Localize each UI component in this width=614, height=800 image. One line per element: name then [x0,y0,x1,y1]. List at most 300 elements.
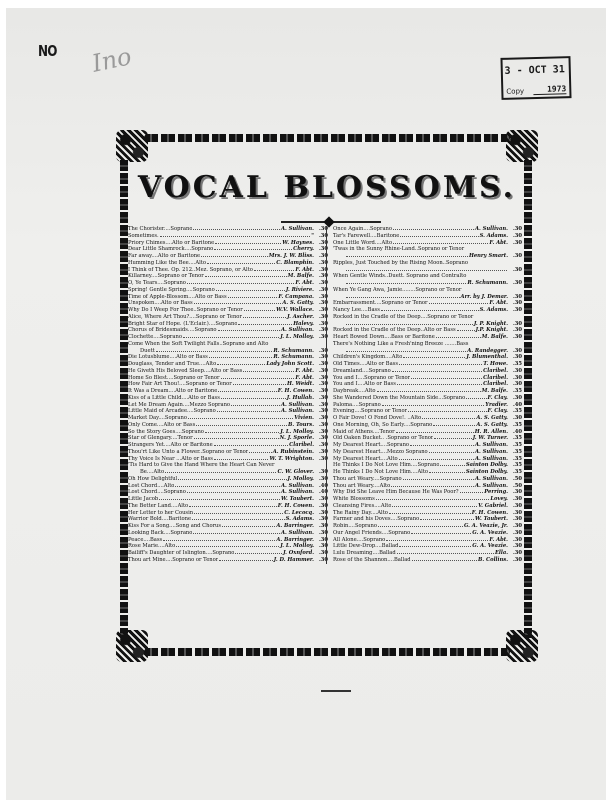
song-title: Maid of Athens....Tenor [333,428,395,435]
song-price: .30 [318,415,328,421]
song-price: .30 [512,502,522,509]
dot-leader [440,462,464,466]
song-title: She Wandered Down the Mountain Side...Soprano [333,394,466,401]
song-composer: W. Taubert. [475,516,508,523]
dot-leader [393,240,488,244]
song-title: Strangers Yet....Alto or Baritone [128,442,213,448]
song-title: Bright Star of Hope. (L'Eclair.)....Soprano [128,320,238,327]
song-entry [333,307,522,314]
song-price: .30 [512,239,522,246]
song-composer: A. Sullivan. [474,475,508,482]
song-title: O, Ye Tears....Soprano [128,280,186,286]
song-composer: J. L. Molloy. [280,334,314,340]
dot-leader [399,361,482,365]
song-column-left [128,226,328,564]
song-entry [333,557,522,564]
song-entry [333,375,522,382]
dot-leader [214,456,269,460]
dot-leader [382,402,484,406]
song-entry [128,429,328,436]
song-price: .30 [512,226,522,232]
song-composer: G. A. Veazie. [472,529,508,536]
song-price: .30 [318,334,328,340]
dot-leader [429,300,489,304]
song-price: .30 [318,239,328,246]
song-composer: Henry Smart. [468,253,508,259]
song-composer: B. Tours. [288,421,314,428]
song-price: .30 [512,523,522,529]
song-composer: J. L. Molloy. [280,428,314,435]
song-price: .30 [512,347,522,354]
song-composer: A. S. Gatty. [476,415,508,421]
song-composer: F. H. Cowen. [277,388,314,394]
dot-leader [194,300,282,304]
song-price: .30 [512,327,522,334]
song-price: .30 [318,307,328,313]
song-composer: F. H. Cowen. [277,502,314,509]
song-composer: G. A. Veazie. [472,543,508,550]
song-title: Dreamland....Soprano [333,367,391,374]
song-composer: W. Haynes. [282,239,314,246]
song-title: Bailiff's Daughter of Islington....Soprano [128,550,235,556]
song-price: .30 [318,442,328,448]
song-composer: Yradier. [485,401,508,408]
song-entry [333,483,522,490]
dot-leader [176,543,279,547]
dot-leader [397,550,494,554]
song-title: Once Again....Soprano [333,226,393,232]
song-composer: C. W. Glover. [277,469,314,475]
song-composer: C. Lecocq. [284,509,314,516]
song-composer: Perring. [484,489,508,496]
song-entry [333,273,522,280]
song-price: .30 [318,543,328,550]
song-entry [333,550,522,557]
song-entry [333,489,522,496]
song-price: .50 [512,475,522,482]
song-entry [333,260,522,267]
dot-leader [391,483,474,487]
song-entry [333,334,522,341]
song-price: .30 [318,280,328,286]
song-price: .30 [318,347,328,354]
song-price: .30 [512,300,522,307]
song-composer: A. Barringer. [276,536,314,543]
ornament-corner-icon [116,630,148,662]
dot-leader [231,402,280,406]
song-title: The Chorister....Soprano [128,226,193,232]
song-column-right [326,226,522,564]
song-title: One Little Word....Alto [333,239,393,246]
song-entry [333,354,522,361]
catalog-number-label: NO [38,42,57,60]
ornament-border-top [144,134,510,142]
song-title: O Fair Dove! O Fond Dove!. ..Alto [333,415,422,421]
dot-leader [433,422,475,426]
song-price: .35 [512,469,522,475]
song-title: Humming Like the Bee....Alto [128,259,206,266]
song-price: .30 [512,253,522,259]
song-entry [128,462,328,469]
song-price: .30 [318,421,328,428]
song-composer: Sainton Dolby. [465,462,508,469]
stamp-copy-number: 1973 [533,84,567,95]
song-title: Nancy Lee....Bass [333,307,380,313]
dot-leader [221,395,286,399]
song-price: .30 [318,388,328,394]
song-composer: V. Gabriel. [478,502,508,509]
song-title: It Was a Dream....Alto or Baritone [128,388,218,394]
song-entry [128,267,328,274]
song-title: Daybreak....Alto [333,388,376,394]
song-entry [128,550,328,557]
song-entry [128,246,328,253]
song-entry [333,456,522,463]
song-price: .30 [318,232,328,239]
song-composer: Claribel. [483,367,508,374]
song-entry [333,361,522,368]
song-title: Our Angel Friends....Soprano [333,529,411,536]
dot-leader [393,226,474,230]
song-title: Kiss For a Song....Song and Chorus [128,523,222,529]
song-composer: Halevy. [293,320,314,327]
song-price: .30 [318,428,328,435]
song-composer: F. Clay. [487,408,508,415]
song-title: Rocked in the Cradle of the Deep..Alto or Bass [333,327,456,334]
song-price: .30 [318,313,328,320]
song-title: Spring! Gentle Spring....Soprano [128,286,215,293]
song-title: Be....Alto [140,469,165,475]
song-price: .50 [512,482,522,489]
dot-leader [216,287,285,291]
dot-leader [238,321,292,325]
song-entry [333,253,522,260]
song-price: .30 [512,543,522,550]
song-entry [128,537,328,544]
dot-leader [156,348,273,352]
song-entry [333,537,522,544]
song-entry [128,516,328,523]
song-composer: R. Schumann. [273,354,314,361]
dot-leader [218,327,280,331]
song-entry [333,442,522,449]
song-entry [128,503,328,510]
song-entry [333,516,522,523]
song-entry [128,287,328,294]
song-price: .35 [512,388,522,394]
song-entry [333,240,522,247]
song-entry [128,442,328,449]
song-entry [128,530,328,537]
song-entry [333,348,522,355]
song-price: .40 [318,482,328,489]
dot-leader [214,246,292,250]
song-entry [128,557,328,564]
song-entry [128,476,328,483]
song-price: .30 [512,307,522,313]
dot-leader [207,260,275,264]
song-price: .30 [318,516,328,523]
dot-leader [160,233,311,237]
song-title: He Thinks I Do Not Love Him....Alto [333,469,429,475]
song-title: Unspoken....Alto or Bass [128,300,193,307]
song-composer: J. Molloy. [287,475,314,482]
song-entry [128,294,328,301]
song-price: .30 [318,300,328,307]
song-title: Thou art Weary....Soprano [333,475,402,482]
song-entry [333,469,522,476]
dot-leader [205,429,279,433]
dot-leader [399,543,471,547]
song-title: Star of Glengary....Tenor [128,435,193,442]
dot-leader [346,294,460,298]
song-entry [128,449,328,456]
dot-leader [163,537,275,541]
song-title: Farmer and his Doves....Soprano [333,516,420,523]
song-title: Rose of the Shannon....Ballad [333,556,411,563]
song-composer: Lady John Scott. [266,361,314,367]
song-entry [128,523,328,530]
dot-leader [460,489,484,493]
dot-leader [194,510,283,514]
song-price: .30 [318,401,328,408]
song-price: .30 [512,381,522,388]
dot-leader [249,449,271,453]
dot-leader [408,408,486,412]
song-title: Duett [140,347,155,354]
song-title: Alice, Where Art Thou?....Soprano or Tenor [128,313,242,320]
song-title: Lost Chord....Soprano [128,489,186,496]
dot-leader [205,273,287,277]
song-title: Clochette....Soprano [128,334,182,340]
song-composer: " [311,232,314,239]
song-composer: F. Clay. [487,394,508,401]
song-price: .30 [512,374,522,381]
dot-leader [396,429,474,433]
song-composer: J. Riviere. [285,286,314,293]
song-price: .30 [318,327,328,334]
song-composer: Mrs. J. W. Bliss. [268,253,314,259]
song-entry [128,388,328,395]
song-price: .30 [318,550,328,556]
song-title: Warrior Bold....Baritone [128,516,192,523]
song-composer: A. Sullivan. [474,442,508,448]
song-entry [333,267,522,274]
dot-leader [217,408,280,412]
song-price: .40 [318,489,328,496]
song-entry [333,327,522,334]
song-title: Cleansing Fires....Alto [333,502,392,509]
song-title: 'Tis Hard to Give the Hand Where the Heart Can Never [128,462,275,469]
song-price: .30 [318,286,328,293]
dot-leader [214,442,288,446]
dot-leader [403,476,474,480]
song-entry [128,381,328,388]
song-price: .30 [318,394,328,401]
song-title: Evening....Soprano or Tenor [333,408,408,415]
song-price: .30 [318,523,328,529]
song-title: The Better Land....Alto [128,502,189,509]
song-title: Time of Apple-Blossom....Alto or Bass [128,293,227,300]
song-price: .30 [318,266,328,273]
song-composer: Claribel. [483,381,508,388]
song-price: .30 [512,556,522,563]
song-price: .30 [318,361,328,367]
song-composer: A. Sullivan. [280,226,314,232]
song-composer: Cherry. [293,246,314,253]
song-price: .30 [318,367,328,374]
dot-leader [243,368,294,372]
dot-leader [201,253,268,257]
dot-leader [436,334,481,338]
title-text: VOCAL BLOSSOMS. [137,170,517,205]
song-composer: Lovey. [490,496,508,502]
song-entry [128,435,328,442]
song-composer: R. Schumann. [273,347,314,354]
ornamental-frame [116,130,538,668]
song-entry [333,381,522,388]
dot-leader [386,537,488,541]
dot-leader [187,280,294,284]
song-composer: A. Sullivan. [280,408,314,415]
song-price: .30 [318,381,328,388]
song-entry [128,307,328,314]
song-entry [128,375,328,382]
song-price: .30 [318,509,328,516]
song-title: Thou art Mine....Soprano or Tenor [128,556,219,563]
dot-leader [194,435,279,439]
song-title: Dear Little Shamrock....Soprano [128,246,214,253]
song-price: .30 [318,354,328,361]
page-title [116,170,538,205]
song-price: .30 [512,496,522,502]
song-price: .30 [512,415,522,421]
song-entry [333,300,522,307]
song-entry [333,246,522,253]
ornament-corner-icon [116,130,148,162]
song-composer: A. S. Gatty. [282,300,314,307]
song-price: .30 [318,536,328,543]
song-title: Paloma....Soprano [333,401,381,408]
song-entry [128,543,328,550]
dot-leader [235,550,282,554]
song-price: .30 [318,469,328,475]
dot-leader [420,516,474,520]
ornament-border-left [120,160,128,638]
song-composer: M. Balfe. [287,273,314,280]
dot-leader [188,415,293,419]
dot-leader [429,469,465,473]
song-list [128,226,528,564]
song-composer: Ella. [494,550,508,556]
song-entry [333,280,522,287]
song-composer: A. Sullivan. [280,529,314,536]
song-entry [333,415,522,422]
song-title: So the Story Goes....Soprano [128,428,204,435]
song-title: Heart Bowed Down....Bass or Baritone [333,334,435,340]
song-entry [333,496,522,503]
song-entry [128,348,328,355]
song-composer: Claribel. [289,442,314,448]
song-title: Ripples, Just Touched by the Rising Moon..Soprano [333,259,468,266]
song-entry [128,280,328,287]
song-title: Rocked in the Cradle of the Deep....Soprano or Tenor [333,313,474,320]
song-entry [333,395,522,402]
dot-leader [346,280,466,284]
song-composer: W. T. Wrighton. [269,455,314,462]
song-title: Home So Blest....Soprano or Tenor [128,374,220,381]
song-entry [333,388,522,395]
dot-leader [159,496,280,500]
song-composer: A. Sullivan. [474,482,508,489]
dot-leader [228,294,278,298]
song-composer: F. Abt. [489,536,508,543]
song-price: .30 [512,550,522,556]
song-composer: S. Adams. [479,232,508,239]
song-title: Children's Kingdom....Alto [333,354,403,361]
song-title: My Dearest Heart....Soprano [333,442,410,448]
dot-leader [221,375,295,379]
song-composer: A. Sullivan. [280,327,314,334]
song-title: Why Did She Leave Him Because He Was Poor? [333,489,459,496]
song-title: Douglass, Tender and True....Alto [128,361,217,367]
song-composer: J. Hullah. [286,394,314,401]
song-composer: Claribel. [483,374,508,381]
song-entry [128,415,328,422]
song-entry [128,368,328,375]
song-title: Little Jacob [128,496,159,502]
dot-leader [209,354,273,358]
song-entry [333,523,522,530]
song-price: .30 [512,266,522,273]
song-price: .30 [318,253,328,259]
song-composer: G. A. Veazie, Jr. [463,523,508,529]
song-price: .30 [318,529,328,536]
dot-leader [392,503,477,507]
song-title: I Think of Thee. Op. 212..Mez. Soprano, or Alto [128,266,253,273]
song-price: .30 [512,367,522,374]
stamp-copy-label: Copy [506,87,525,96]
song-composer: H. Weidt. [286,381,314,388]
song-title: When Gentle Winds..Duett. Soprano and Contralto [333,273,467,280]
song-entry [333,408,522,415]
dot-leader [244,307,275,311]
song-price: .30 [512,334,522,340]
dot-leader [397,381,482,385]
dot-leader [192,516,285,520]
song-title: Embarrassment....Soprano or Tenor [333,300,428,307]
dot-leader [219,557,273,561]
song-entry [128,422,328,429]
song-title: Kiss of a Little Child....Alto or Bass [128,394,220,401]
song-composer: C. Blamphin. [276,259,314,266]
song-price: .40 [512,428,522,435]
song-entry [128,321,328,328]
song-title: Far away....Alto or Baritone [128,253,201,259]
song-entry [128,402,328,409]
song-composer: F. Abt. [489,239,508,246]
song-price: .35 [512,455,522,462]
song-title: Only Come....Alto or Bass [128,421,196,428]
song-title: When Ye Gang Awa, Jamie........Soprano or Tenor [333,286,462,293]
song-entry [333,449,522,456]
song-title: Thy Voice Is Near ...Alto or Bass [128,455,213,462]
dot-leader [429,449,474,453]
copyright-stamp [500,56,571,100]
song-price: .30 [318,556,328,563]
dot-leader [410,442,474,446]
song-composer: A. Sullivan. [280,482,314,489]
